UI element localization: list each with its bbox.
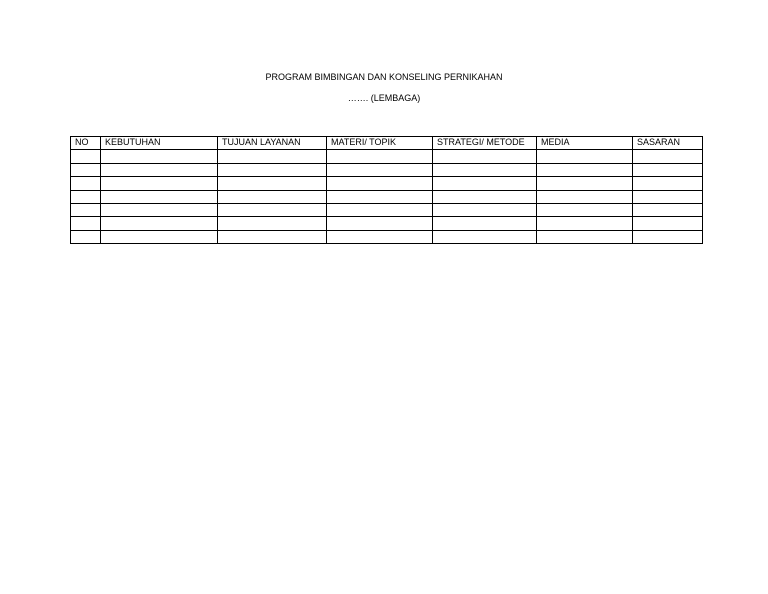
table-cell <box>433 190 537 203</box>
table-cell <box>218 230 327 243</box>
table-cell <box>71 190 101 203</box>
table-cell <box>71 230 101 243</box>
table-cell <box>327 203 433 216</box>
table-row <box>71 177 703 190</box>
header-cell-tujuan-layanan: TUJUAN LAYANAN <box>218 137 327 150</box>
header-cell-strategi-metode: STRATEGI/ METODE <box>433 137 537 150</box>
document-subtitle: ……. (LEMBAGA) <box>347 93 421 103</box>
header-cell-materi-topik: MATERI/ TOPIK <box>327 137 433 150</box>
table-cell <box>101 163 218 176</box>
table-cell <box>101 190 218 203</box>
table-row <box>71 203 703 216</box>
table-cell <box>218 150 327 163</box>
table-cell <box>327 150 433 163</box>
table-row <box>71 150 703 163</box>
table-cell <box>218 217 327 230</box>
table-cell <box>433 163 537 176</box>
header-cell-kebutuhan: KEBUTUHAN <box>101 137 218 150</box>
program-table <box>70 136 703 244</box>
table-cell <box>218 177 327 190</box>
table-cell <box>633 190 703 203</box>
header-cell-no: NO <box>71 137 101 150</box>
table-cell <box>537 190 633 203</box>
table-cell <box>327 230 433 243</box>
table-cell <box>101 203 218 216</box>
header-cell-sasaran: SASARAN <box>633 137 703 150</box>
table-cell <box>633 217 703 230</box>
table-cell <box>433 150 537 163</box>
document-title: PROGRAM BIMBINGAN DAN KONSELING PERNIKAHAN <box>265 72 503 82</box>
table-cell <box>71 163 101 176</box>
table-cell <box>327 190 433 203</box>
table-cell <box>71 177 101 190</box>
table-cell <box>327 163 433 176</box>
header-cell-media: MEDIA <box>537 137 633 150</box>
table-cell <box>433 217 537 230</box>
table-cell <box>633 150 703 163</box>
table-cell <box>537 203 633 216</box>
table-header-row <box>71 137 703 150</box>
table-cell <box>101 150 218 163</box>
table-cell <box>433 203 537 216</box>
table-cell <box>633 203 703 216</box>
table-cell <box>327 217 433 230</box>
table-cell <box>71 217 101 230</box>
table-cell <box>218 203 327 216</box>
table-row <box>71 230 703 243</box>
table-row <box>71 163 703 176</box>
table-cell <box>327 177 433 190</box>
table-row <box>71 190 703 203</box>
table-cell <box>433 230 537 243</box>
table-cell <box>71 203 101 216</box>
table-cell <box>218 163 327 176</box>
table-cell <box>101 230 218 243</box>
table-cell <box>433 177 537 190</box>
table-cell <box>537 150 633 163</box>
table-cell <box>218 190 327 203</box>
table-cell <box>71 150 101 163</box>
table-cell <box>633 163 703 176</box>
table-cell <box>537 163 633 176</box>
table-cell <box>537 230 633 243</box>
table-cell <box>537 217 633 230</box>
table-cell <box>101 177 218 190</box>
table-cell <box>537 177 633 190</box>
table-row <box>71 217 703 230</box>
table-cell <box>633 230 703 243</box>
table-cell <box>101 217 218 230</box>
table-cell <box>633 177 703 190</box>
